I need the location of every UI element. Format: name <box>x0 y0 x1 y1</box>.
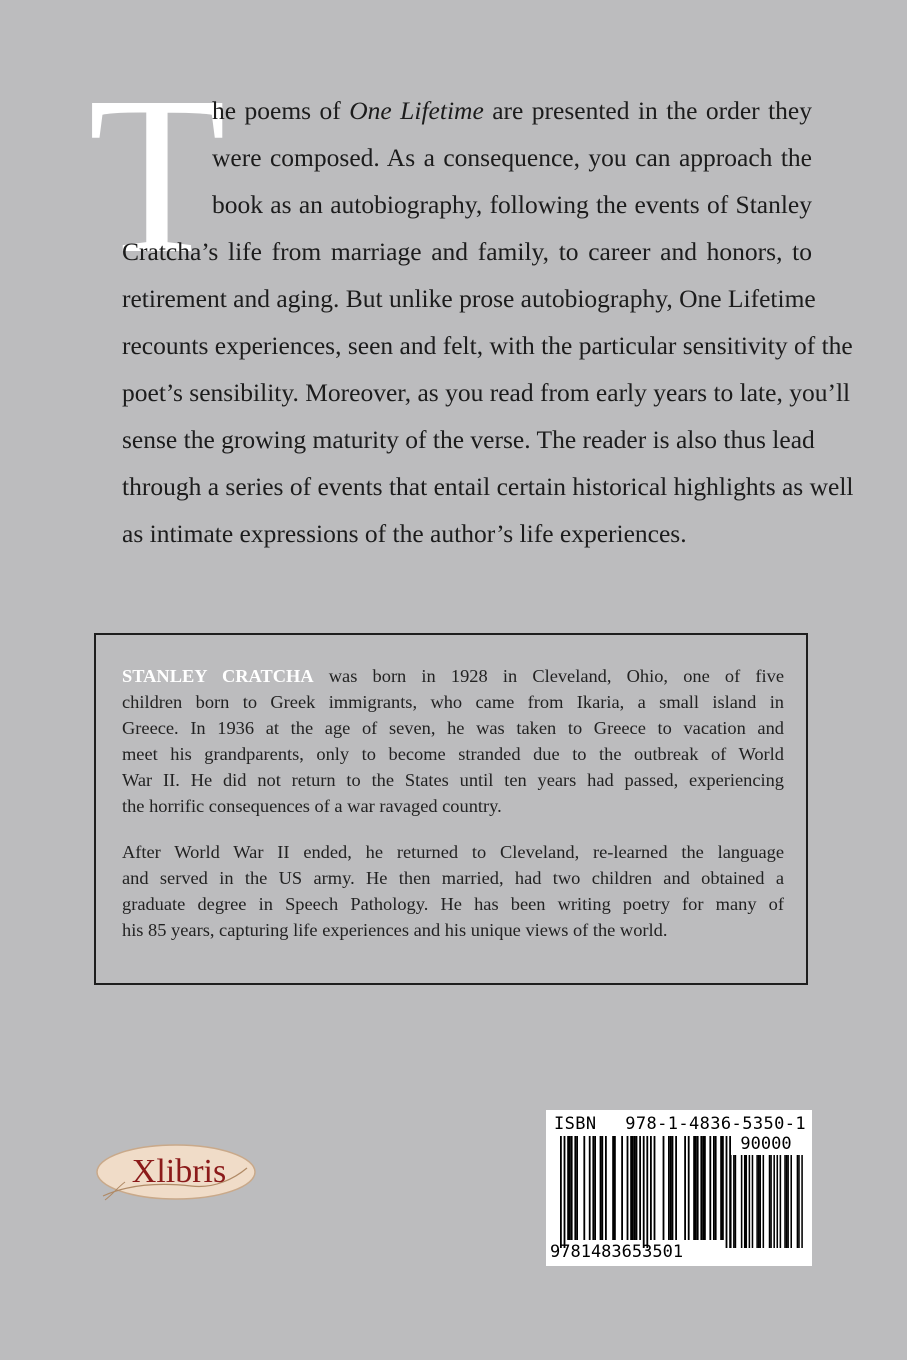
barcode-bar <box>560 1136 562 1248</box>
addon-bar <box>773 1155 775 1248</box>
blurb-line-7: poet’s sensibility. Moreover, as you read from early years to late, you’ll <box>122 378 851 407</box>
logo-wordmark: Xlibris <box>131 1153 227 1190</box>
book-title: One Lifetime <box>349 96 484 125</box>
barcode-bar <box>612 1136 614 1240</box>
barcode-bar <box>715 1136 717 1240</box>
addon-bar <box>741 1155 743 1248</box>
blurb-line-9: through a series of events that entail certain historical highlights as well <box>122 472 854 501</box>
addon-bar <box>777 1155 779 1248</box>
bio-line-7: After World War II ended, he returned to Cleveland, re-learned the language <box>122 842 784 862</box>
barcode-bar <box>713 1136 715 1240</box>
addon-bar <box>746 1155 748 1248</box>
blurb-line-5: retirement and aging. But unlike prose autobiography, One Lifetime <box>122 284 816 313</box>
barcode-bar <box>720 1136 722 1240</box>
addon-bar <box>763 1155 765 1248</box>
addon-bar <box>730 1155 732 1248</box>
addon-bar <box>756 1155 758 1248</box>
addon-bar <box>735 1155 737 1248</box>
author-name: STANLEY CRATCHA <box>122 666 314 686</box>
blurb-line-2: were composed. As a consequence, you can approach the <box>212 143 812 172</box>
ean-digits: 9781483653501 <box>550 1242 684 1262</box>
barcode-bar <box>684 1136 686 1240</box>
drop-cap: T <box>88 50 227 300</box>
barcode-bar <box>576 1136 578 1240</box>
barcode-bar <box>569 1136 571 1240</box>
barcode-bar <box>627 1136 629 1240</box>
barcode-bar <box>574 1136 576 1240</box>
barcode-bar <box>670 1136 672 1240</box>
barcode-bar <box>672 1136 674 1240</box>
addon-bar <box>801 1155 803 1248</box>
blurb-line-3: book as an autobiography, following the events of Stanley <box>212 190 812 219</box>
bio-line-4: meet his grandparents, only to become stranded due to the outbreak of World <box>122 744 784 764</box>
addon-bar <box>744 1155 746 1248</box>
addon-bar <box>752 1155 754 1248</box>
barcode-bar <box>630 1136 632 1240</box>
bio-line-5: War II. He did not return to the States until ten years had passed, experiencing <box>122 770 784 790</box>
barcode-bar <box>600 1136 602 1240</box>
blurb-line-4: Cratcha’s life from marriage and family, to career and honors, to <box>122 237 812 266</box>
bio-line-1: STANLEY CRATCHA was born in 1928 in Cleveland, Ohio, one of five <box>122 666 784 686</box>
barcode-bar <box>654 1136 656 1240</box>
barcode-bar <box>594 1136 596 1240</box>
blurb-line-8: sense the growing maturity of the verse. The reader is also thus lead <box>122 425 815 454</box>
addon-bar <box>733 1155 735 1248</box>
barcode-bar <box>636 1136 638 1240</box>
bio-line-2: children born to Greek immigrants, who came from Ikaria, a small island in <box>122 692 784 712</box>
barcode-bar <box>704 1136 706 1240</box>
price-addon-code: 90000 <box>740 1134 792 1154</box>
addon-bar <box>749 1155 751 1248</box>
addon-bar <box>784 1155 786 1248</box>
barcode-bar <box>700 1136 702 1240</box>
addon-bar <box>787 1155 789 1248</box>
addon-bar <box>769 1155 771 1248</box>
bio-line-6: the horrific consequences of a war ravaged country. <box>122 796 502 816</box>
xlibris-logo <box>95 1138 257 1208</box>
barcode-bar <box>726 1136 728 1248</box>
barcode-bar <box>688 1136 690 1240</box>
barcode-bar <box>614 1136 616 1240</box>
addon-bar <box>786 1155 788 1248</box>
barcode-bar <box>639 1136 641 1240</box>
bio-line-3: Greece. In 1936 at the age of seven, he was taken to Greece to vacation and <box>122 718 784 738</box>
blurb-line-1: he poems of One Lifetime are presented in the order they <box>212 96 812 125</box>
barcode-bar <box>643 1136 645 1248</box>
barcode-bar <box>693 1136 695 1240</box>
addon-bar <box>759 1155 761 1248</box>
barcode-bar <box>634 1136 636 1240</box>
bio-line-8: and served in the US army. He then married, had two children and obtained a <box>122 868 784 888</box>
barcode-bar <box>592 1136 594 1240</box>
barcode-bar <box>564 1136 566 1248</box>
barcode-bar <box>663 1136 665 1240</box>
barcode-bar <box>605 1136 607 1240</box>
barcode-bar <box>583 1136 585 1240</box>
barcode-bar <box>646 1136 648 1248</box>
barcode-bar <box>702 1136 704 1240</box>
barcode-bar <box>709 1136 711 1240</box>
blurb-line-6: recounts experiences, seen and felt, with the particular sensitivity of the <box>122 331 853 360</box>
barcode-bar <box>695 1136 697 1240</box>
addon-bar <box>780 1155 782 1248</box>
addon-bar <box>797 1155 799 1248</box>
barcode-bar <box>567 1136 569 1240</box>
barcode-bar <box>621 1136 623 1240</box>
barcode-bar <box>650 1136 652 1240</box>
barcode-bar <box>675 1136 677 1240</box>
addon-bar <box>758 1155 760 1248</box>
barcode-bar <box>571 1136 573 1240</box>
bio-line-10: his 85 years, capturing life experiences and his unique views of the world. <box>122 920 668 940</box>
isbn-barcode <box>546 1110 812 1266</box>
barcode-bar <box>589 1136 591 1240</box>
barcode-bar <box>632 1136 634 1240</box>
addon-bar <box>790 1155 792 1248</box>
bio-line-9: graduate degree in Speech Pathology. He has been writing poetry for many of <box>122 894 784 914</box>
isbn-label: ISBN 978-1-4836-5350-1 <box>554 1114 806 1134</box>
barcode-bar <box>722 1136 724 1240</box>
barcode-bar <box>697 1136 699 1240</box>
barcode-bar <box>668 1136 670 1240</box>
addon-bar <box>770 1155 772 1248</box>
addon-bar <box>798 1155 800 1248</box>
blurb-line-10: as intimate expressions of the author’s life experiences. <box>122 519 687 548</box>
barcode-bar <box>601 1136 603 1240</box>
